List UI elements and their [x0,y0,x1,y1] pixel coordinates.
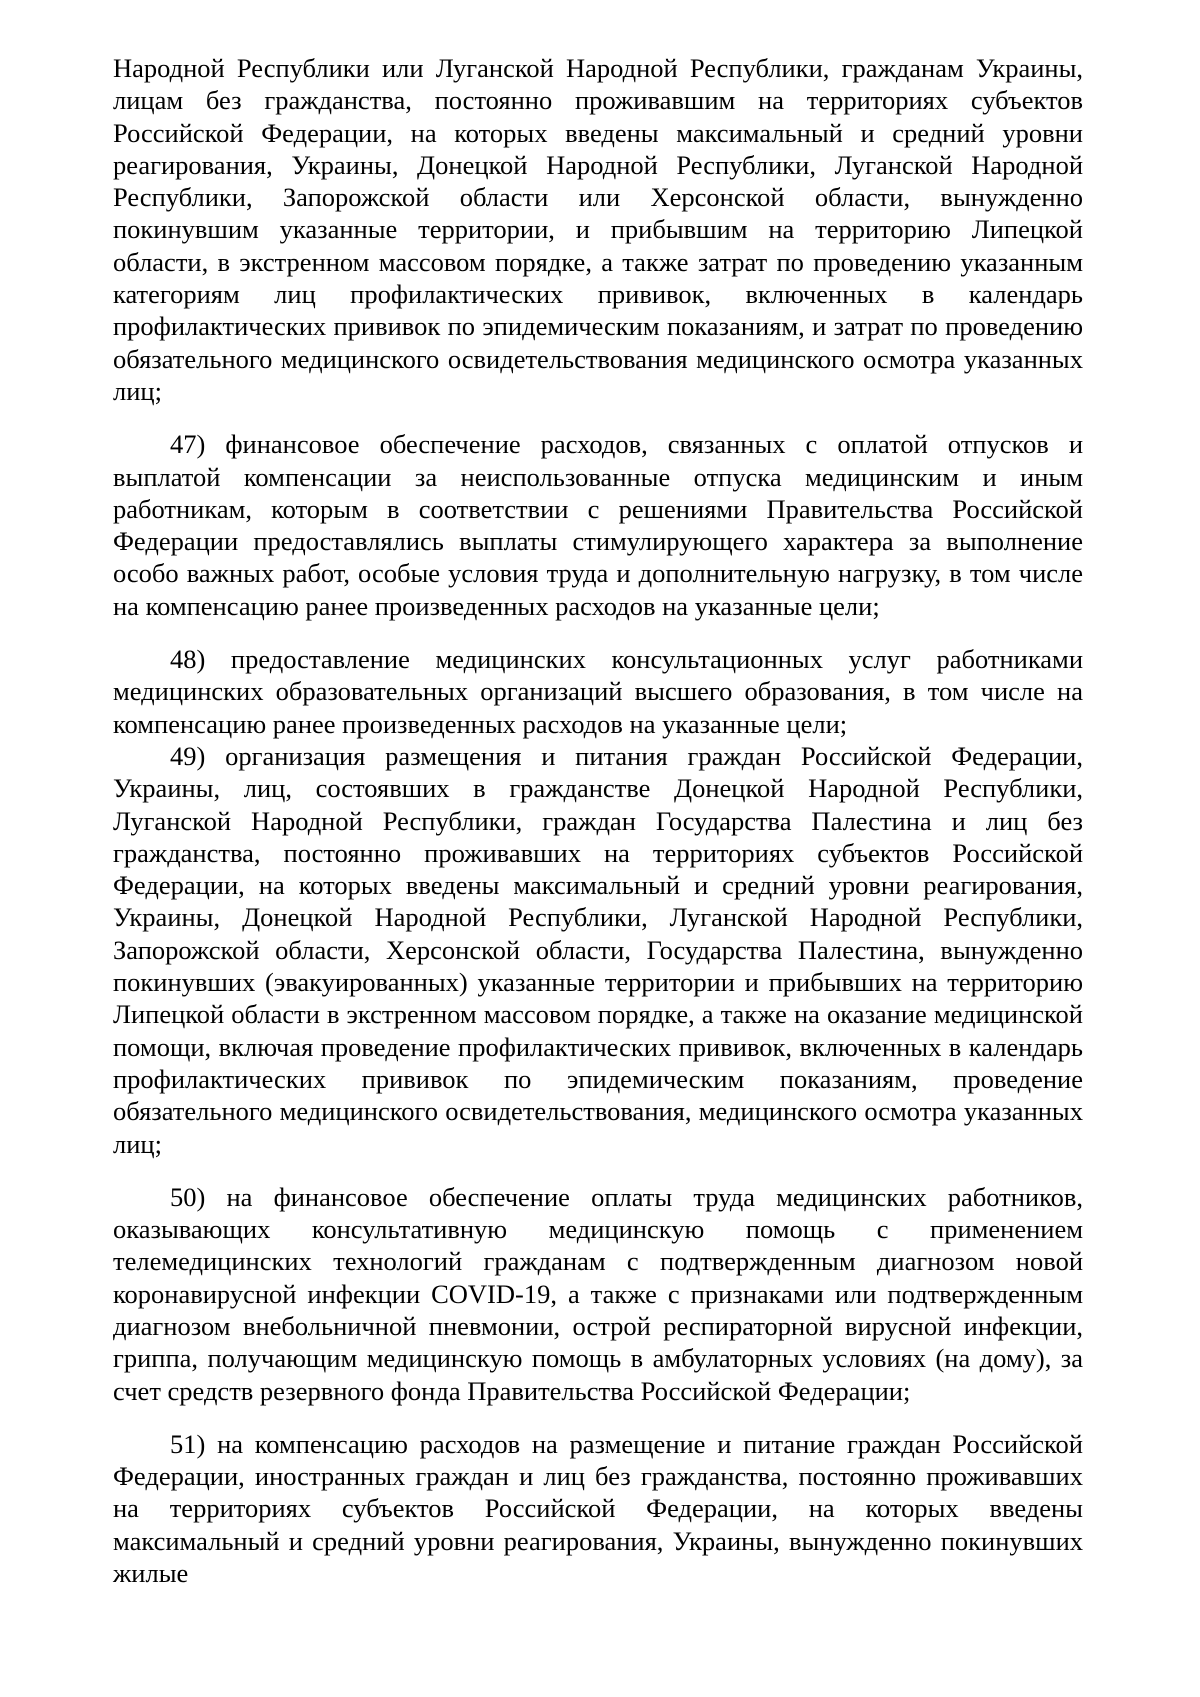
paragraph-item-50: 50) на финансовое обеспечение оплаты труда медицинских работников, оказывающих консультативную медицинскую помощь с применением телемедицинских технологий гражданам с подтвержденным диагнозом новой коронавирусной инфекции COVID-19, а также с признаками или подтвержденным диагнозом внебольничной пневмонии, острой респираторной вирусной инфекции, гриппа, получающим медицинскую помощь в амбулаторных условиях (на дому), за счет средств резервного фонда Правительства Российской Федерации; [113,1181,1083,1406]
paragraph-item-51: 51) на компенсацию расходов на размещение и питание граждан Российской Федерации, иностранных граждан и лиц без гражданства, постоянно проживавших на территориях субъектов Российской Федерации, на которых введены максимальный и средний уровни реагирования, Украины, вынужденно покинувших жилые [113,1428,1083,1589]
paragraph-item-48: 48) предоставление медицинских консультационных услуг работниками медицинских образовательных организаций высшего образования, в том числе на компенсацию ранее произведенных расходов на указанные цели; [113,644,1083,739]
paragraph-continuation: Народной Республики или Луганской Народной Республики, гражданам Украины, лицам без гражданства, постоянно проживавшим на территориях субъектов Российской Федерации, на которых введены максимальный и средний уровни реагирования, Украины, Донецкой Народной Республики, Луганской Народной Республики, Запорожской области или Херсонской области, вынужденно покинувшим указанные территории, и прибывшим на территорию Липецкой области, в экстренном массовом порядке, а также затрат по проведению указанным категориям лиц профилактических прививок, включенных в календарь профилактических прививок по эпидемическим показаниям, и затрат по проведению обязательного медицинского освидетельствования медицинского осмотра указанных лиц; [113,53,1083,406]
document-page [113,52,1083,1589]
paragraph-item-47: 47) финансовое обеспечение расходов, связанных с оплатой отпусков и выплатой компенсации за неиспользованные отпуска медицинским и иным работникам, которым в соответствии с решениями Правительства Российской Федерации предоставлялись выплаты стимулирующего характера за выполнение особо важных работ, особые условия труда и дополнительную нагрузку, в том числе на компенсацию ранее произведенных расходов на указанные цели; [113,429,1083,621]
paragraph-item-49: 49) организация размещения и питания граждан Российской Федерации, Украины, лиц, состоявших в гражданстве Донецкой Народной Республики, Луганской Народной Республики, граждан Государства Палестина и лиц без гражданства, постоянно проживавших на территориях субъектов Российской Федерации, на которых введены максимальный и средний уровни реагирования, Украины, Донецкой Народной Республики, Луганской Народной Республики, Запорожской области, Херсонской области, Государства Палестина, вынужденно покинувших (эвакуированных) указанные территории и прибывших на территорию Липецкой области в экстренном массовом порядке, а также на оказание медицинской помощи, включая проведение профилактических прививок, включенных в календарь профилактических прививок по эпидемическим показаниям, проведение обязательного медицинского освидетельствования, медицинского осмотра указанных лиц; [113,740,1083,1159]
